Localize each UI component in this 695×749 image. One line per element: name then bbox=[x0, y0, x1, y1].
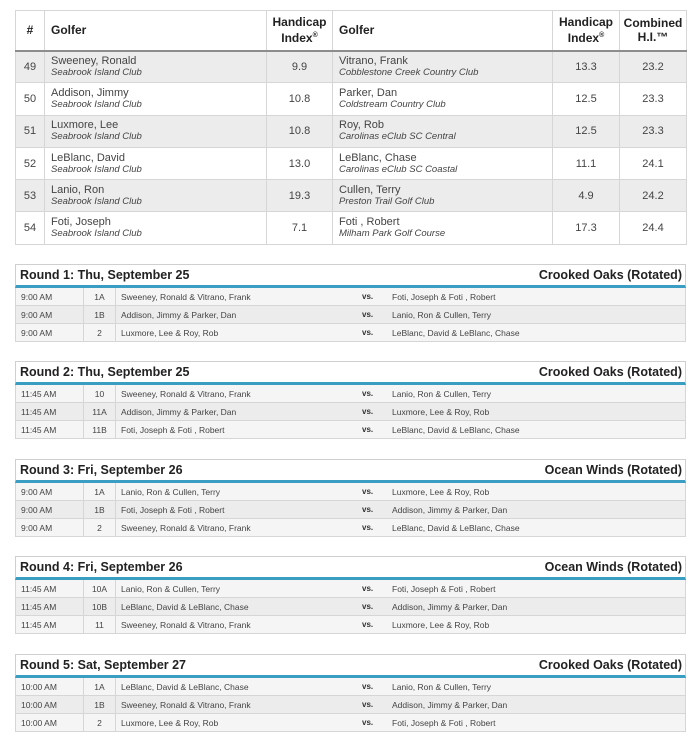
starting-hole: 11A bbox=[84, 403, 116, 420]
round-header bbox=[15, 264, 686, 288]
golfer1-name: Lanio, Ron bbox=[51, 183, 105, 196]
col-handicap2-header bbox=[553, 11, 620, 51]
match-list bbox=[15, 580, 686, 634]
tee-time: 11:45 AM bbox=[16, 616, 84, 633]
team-number: 54 bbox=[16, 212, 45, 244]
team-two: LeBlanc, David & LeBlanc, Chase bbox=[392, 327, 520, 338]
tee-time: 9:00 AM bbox=[16, 501, 84, 518]
combined-handicap: 24.4 bbox=[620, 212, 687, 244]
golfer2-club: Carolinas eClub SC Coastal bbox=[339, 163, 458, 175]
golfer1-name: Foti, Joseph bbox=[51, 216, 111, 229]
match-row bbox=[15, 421, 686, 439]
versus-label: vs. bbox=[362, 682, 374, 691]
golfer1-name: LeBlanc, David bbox=[51, 151, 125, 164]
golfer1-cell bbox=[45, 147, 267, 179]
round-course: Crooked Oaks (Rotated) bbox=[538, 658, 682, 672]
golfer2-cell bbox=[333, 115, 553, 147]
team-two: Foti, Joseph & Foti , Robert bbox=[392, 583, 496, 594]
starting-hole: 2 bbox=[84, 519, 116, 536]
versus-label: vs. bbox=[362, 700, 374, 709]
registered-mark: ® bbox=[599, 32, 605, 40]
combined-line2: H.I.™ bbox=[637, 30, 669, 45]
registered-mark: ® bbox=[312, 32, 318, 40]
col-golfer1-header: Golfer bbox=[45, 11, 267, 51]
starting-hole: 1A bbox=[84, 288, 116, 305]
tee-time: 11:45 AM bbox=[16, 421, 84, 438]
match-row bbox=[15, 678, 686, 696]
team-number: 53 bbox=[16, 180, 45, 212]
round-header bbox=[15, 361, 686, 385]
round-title: Round 3: Fri, September 26 bbox=[20, 463, 183, 477]
golfer1-club: Seabrook Island Club bbox=[51, 228, 142, 240]
golfer1-handicap: 10.8 bbox=[267, 115, 333, 147]
golfer2-cell bbox=[333, 212, 553, 244]
golfer2-club: Preston Trail Golf Club bbox=[339, 195, 435, 207]
golfer1-club: Seabrook Island Club bbox=[51, 163, 142, 175]
handicap2-line2: Index bbox=[567, 31, 600, 46]
team-two: LeBlanc, David & LeBlanc, Chase bbox=[392, 424, 520, 435]
tee-time: 11:45 AM bbox=[16, 598, 84, 615]
handicap1-line1: Handicap bbox=[272, 15, 327, 30]
match-list bbox=[15, 288, 686, 342]
team-row bbox=[16, 83, 687, 115]
team-two: Luxmore, Lee & Roy, Rob bbox=[392, 619, 490, 630]
golfer2-handicap: 13.3 bbox=[553, 51, 620, 83]
versus-label: vs. bbox=[362, 389, 374, 398]
team-one: Foti, Joseph & Foti , Robert bbox=[121, 424, 225, 435]
versus-label: vs. bbox=[362, 292, 374, 301]
team-row bbox=[16, 180, 687, 212]
match-row bbox=[15, 288, 686, 306]
match-row bbox=[15, 696, 686, 714]
team-one: Addison, Jimmy & Parker, Dan bbox=[121, 406, 237, 417]
versus-label: vs. bbox=[362, 505, 374, 514]
team-two: Addison, Jimmy & Parker, Dan bbox=[392, 504, 508, 515]
starting-hole: 1B bbox=[84, 501, 116, 518]
team-two: LeBlanc, David & LeBlanc, Chase bbox=[392, 522, 520, 533]
golfer2-name: Foti , Robert bbox=[339, 216, 400, 229]
team-two: Addison, Jimmy & Parker, Dan bbox=[392, 699, 508, 710]
golfer1-club: Seabrook Island Club bbox=[51, 131, 142, 143]
golfer2-handicap: 12.5 bbox=[553, 83, 620, 115]
tee-time: 11:45 AM bbox=[16, 385, 84, 402]
golfer2-cell bbox=[333, 147, 553, 179]
tee-time: 11:45 AM bbox=[16, 403, 84, 420]
round-section bbox=[15, 556, 686, 634]
team-row bbox=[16, 147, 687, 179]
versus-label: vs. bbox=[362, 718, 374, 727]
golfer1-cell bbox=[45, 51, 267, 83]
round-header bbox=[15, 556, 686, 580]
golfer2-name: LeBlanc, Chase bbox=[339, 151, 417, 164]
versus-label: vs. bbox=[362, 407, 374, 416]
team-one: Sweeney, Ronald & Vitrano, Frank bbox=[121, 388, 251, 399]
tee-time: 9:00 AM bbox=[16, 483, 84, 500]
golfer1-name: Sweeney, Ronald bbox=[51, 54, 137, 67]
match-list bbox=[15, 483, 686, 537]
golfer1-cell bbox=[45, 115, 267, 147]
match-list bbox=[15, 385, 686, 439]
round-header bbox=[15, 654, 686, 678]
team-one: Sweeney, Ronald & Vitrano, Frank bbox=[121, 522, 251, 533]
starting-hole: 11 bbox=[84, 616, 116, 633]
round-header bbox=[15, 459, 686, 483]
golfer1-handicap: 10.8 bbox=[267, 83, 333, 115]
golfer2-club: Coldstream Country Club bbox=[339, 98, 446, 110]
versus-label: vs. bbox=[362, 328, 374, 337]
combined-handicap: 23.2 bbox=[620, 51, 687, 83]
team-one: Luxmore, Lee & Roy, Rob bbox=[121, 717, 219, 728]
match-row bbox=[15, 714, 686, 732]
match-row bbox=[15, 616, 686, 634]
golfer2-club: Cobblestone Creek Country Club bbox=[339, 66, 479, 78]
team-two: Lanio, Ron & Cullen, Terry bbox=[392, 309, 492, 320]
round-course: Ocean Winds (Rotated) bbox=[544, 560, 682, 574]
golfer2-name: Roy, Rob bbox=[339, 119, 385, 132]
golfer2-club: Carolinas eClub SC Central bbox=[339, 131, 456, 143]
match-list bbox=[15, 678, 686, 732]
round-title: Round 4: Fri, September 26 bbox=[20, 560, 183, 574]
col-number-header: # bbox=[16, 11, 45, 51]
col-combined-header bbox=[620, 11, 687, 51]
round-title: Round 2: Thu, September 25 bbox=[20, 365, 190, 379]
tee-time: 11:45 AM bbox=[16, 580, 84, 597]
match-row bbox=[15, 598, 686, 616]
versus-label: vs. bbox=[362, 310, 374, 319]
round-course: Crooked Oaks (Rotated) bbox=[538, 365, 682, 379]
teams-table bbox=[15, 10, 687, 245]
round-section bbox=[15, 654, 686, 732]
col-golfer2-header: Golfer bbox=[333, 11, 553, 51]
match-row bbox=[15, 403, 686, 421]
handicap1-line2: Index bbox=[281, 31, 313, 46]
match-row bbox=[15, 306, 686, 324]
golfer2-handicap: 17.3 bbox=[553, 212, 620, 244]
golfer2-name: Parker, Dan bbox=[339, 86, 398, 99]
combined-handicap: 23.3 bbox=[620, 115, 687, 147]
team-one: Lanio, Ron & Cullen, Terry bbox=[121, 583, 221, 594]
team-one: Sweeney, Ronald & Vitrano, Frank bbox=[121, 699, 251, 710]
round-section bbox=[15, 264, 686, 342]
golfer1-handicap: 19.3 bbox=[267, 180, 333, 212]
team-two: Addison, Jimmy & Parker, Dan bbox=[392, 601, 508, 612]
team-one: LeBlanc, David & LeBlanc, Chase bbox=[121, 601, 249, 612]
golfer1-name: Luxmore, Lee bbox=[51, 119, 119, 132]
starting-hole: 1A bbox=[84, 483, 116, 500]
team-one: Addison, Jimmy & Parker, Dan bbox=[121, 309, 237, 320]
golfer1-handicap: 9.9 bbox=[267, 51, 333, 83]
team-number: 52 bbox=[16, 147, 45, 179]
starting-hole: 10A bbox=[84, 580, 116, 597]
golfer1-cell bbox=[45, 83, 267, 115]
starting-hole: 10B bbox=[84, 598, 116, 615]
tee-time: 9:00 AM bbox=[16, 324, 84, 341]
team-one: Lanio, Ron & Cullen, Terry bbox=[121, 486, 221, 497]
golfer1-cell bbox=[45, 180, 267, 212]
golfer1-club: Seabrook Island Club bbox=[51, 195, 142, 207]
team-one: Foti, Joseph & Foti , Robert bbox=[121, 504, 225, 515]
round-section bbox=[15, 361, 686, 439]
versus-label: vs. bbox=[362, 584, 374, 593]
starting-hole: 1B bbox=[84, 306, 116, 323]
tee-time: 10:00 AM bbox=[16, 696, 84, 713]
team-two: Foti, Joseph & Foti , Robert bbox=[392, 291, 496, 302]
team-one: Sweeney, Ronald & Vitrano, Frank bbox=[121, 619, 251, 630]
round-title: Round 5: Sat, September 27 bbox=[20, 658, 187, 672]
starting-hole: 10 bbox=[84, 385, 116, 402]
match-row bbox=[15, 501, 686, 519]
tee-time: 10:00 AM bbox=[16, 714, 84, 731]
combined-line1: Combined bbox=[623, 16, 683, 31]
team-two: Luxmore, Lee & Roy, Rob bbox=[392, 486, 490, 497]
starting-hole: 1A bbox=[84, 678, 116, 695]
versus-label: vs. bbox=[362, 602, 374, 611]
combined-handicap: 23.3 bbox=[620, 83, 687, 115]
golfer2-cell bbox=[333, 51, 553, 83]
golfer2-handicap: 12.5 bbox=[553, 115, 620, 147]
match-row bbox=[15, 580, 686, 598]
team-row bbox=[16, 212, 687, 244]
starting-hole: 1B bbox=[84, 696, 116, 713]
golfer1-name: Addison, Jimmy bbox=[51, 86, 129, 99]
team-number: 49 bbox=[16, 51, 45, 83]
handicap2-line1: Handicap bbox=[558, 15, 613, 30]
starting-hole: 2 bbox=[84, 714, 116, 731]
golfer2-name: Cullen, Terry bbox=[339, 183, 401, 196]
golfer1-handicap: 7.1 bbox=[267, 212, 333, 244]
team-row bbox=[16, 51, 687, 83]
col-handicap1-header bbox=[267, 11, 333, 51]
golfer2-cell bbox=[333, 83, 553, 115]
tee-time: 9:00 AM bbox=[16, 306, 84, 323]
team-row bbox=[16, 115, 687, 147]
round-course: Crooked Oaks (Rotated) bbox=[538, 268, 682, 282]
round-course: Ocean Winds (Rotated) bbox=[544, 463, 682, 477]
starting-hole: 11B bbox=[84, 421, 116, 438]
team-two: Foti, Joseph & Foti , Robert bbox=[392, 717, 496, 728]
golfer1-club: Seabrook Island Club bbox=[51, 66, 142, 78]
tee-time: 9:00 AM bbox=[16, 288, 84, 305]
team-number: 51 bbox=[16, 115, 45, 147]
versus-label: vs. bbox=[362, 523, 374, 532]
golfer2-club: Milham Park Golf Course bbox=[339, 228, 446, 240]
tee-time: 9:00 AM bbox=[16, 519, 84, 536]
golfer2-name: Vitrano, Frank bbox=[339, 54, 408, 67]
team-one: Sweeney, Ronald & Vitrano, Frank bbox=[121, 291, 251, 302]
team-one: Luxmore, Lee & Roy, Rob bbox=[121, 327, 219, 338]
teams-header-row bbox=[16, 11, 687, 51]
versus-label: vs. bbox=[362, 425, 374, 434]
match-row bbox=[15, 483, 686, 501]
versus-label: vs. bbox=[362, 620, 374, 629]
team-two: Luxmore, Lee & Roy, Rob bbox=[392, 406, 490, 417]
team-one: LeBlanc, David & LeBlanc, Chase bbox=[121, 681, 249, 692]
combined-handicap: 24.1 bbox=[620, 147, 687, 179]
golfer1-handicap: 13.0 bbox=[267, 147, 333, 179]
match-row bbox=[15, 519, 686, 537]
tee-time: 10:00 AM bbox=[16, 678, 84, 695]
golfer2-handicap: 11.1 bbox=[553, 147, 620, 179]
match-row bbox=[15, 385, 686, 403]
golfer1-cell bbox=[45, 212, 267, 244]
round-title: Round 1: Thu, September 25 bbox=[20, 268, 190, 282]
round-section bbox=[15, 459, 686, 537]
team-number: 50 bbox=[16, 83, 45, 115]
golfer1-club: Seabrook Island Club bbox=[51, 98, 142, 110]
combined-handicap: 24.2 bbox=[620, 180, 687, 212]
versus-label: vs. bbox=[362, 487, 374, 496]
team-two: Lanio, Ron & Cullen, Terry bbox=[392, 681, 492, 692]
golfer2-cell bbox=[333, 180, 553, 212]
golfer2-handicap: 4.9 bbox=[553, 180, 620, 212]
starting-hole: 2 bbox=[84, 324, 116, 341]
match-row bbox=[15, 324, 686, 342]
team-two: Lanio, Ron & Cullen, Terry bbox=[392, 388, 492, 399]
